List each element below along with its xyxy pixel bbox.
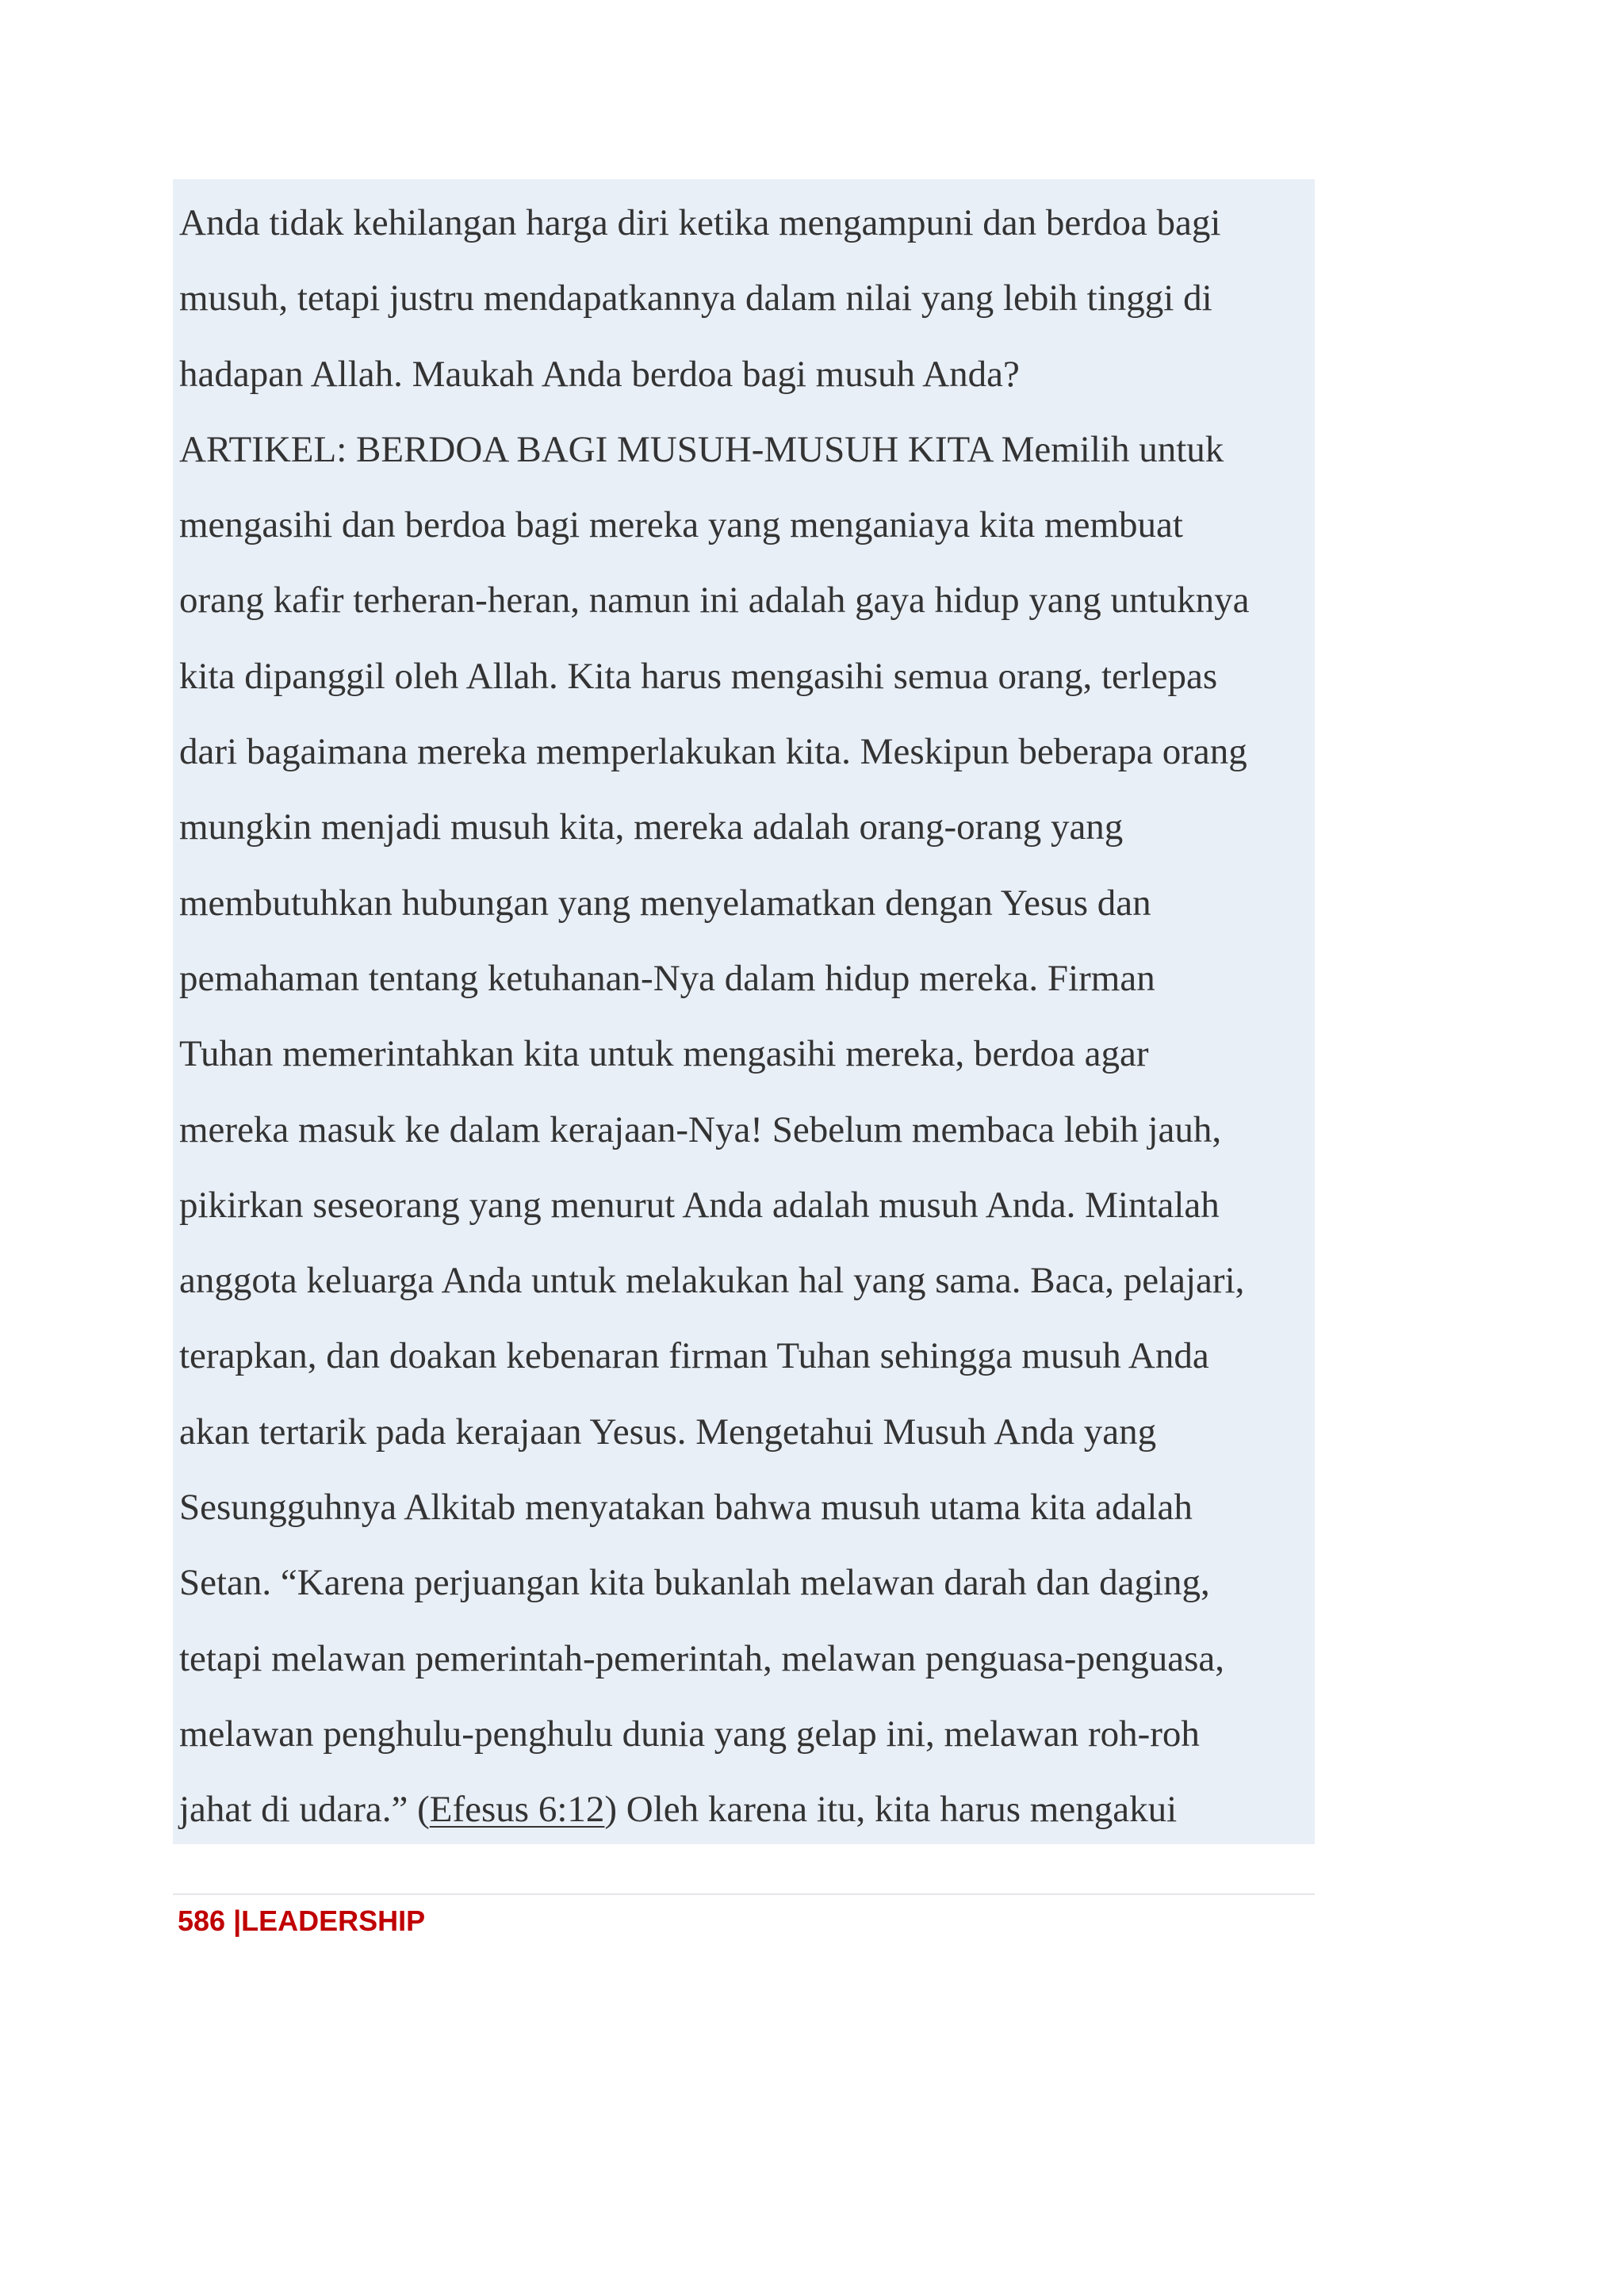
text-before-reference: jahat di udara.” (: [179, 1789, 430, 1831]
text-line: orang kafir terheran-heran, namun ini adalah gaya hidup yang untuknya: [179, 580, 1250, 622]
text-line: Sesungguhnya Alkitab menyatakan bahwa musuh utama kita adalah: [179, 1487, 1193, 1529]
scripture-reference-link[interactable]: Efesus 6:12: [429, 1789, 605, 1831]
text-line: mereka masuk ke dalam kerajaan-Nya! Sebelum membaca lebih jauh,: [179, 1108, 1222, 1150]
footer-divider: [173, 1893, 1315, 1895]
text-line: dari bagaimana mereka memperlakukan kita. Meskipun beberapa orang: [179, 731, 1247, 773]
text-line: hadapan Allah. Maukah Anda berdoa bagi musuh Anda?: [179, 353, 1020, 395]
text-line: tetapi melawan pemerintah-pemerintah, melawan penguasa-penguasa,: [179, 1637, 1225, 1679]
text-line: Setan. “Karena perjuangan kita bukanlah melawan darah dan daging,: [179, 1562, 1210, 1604]
text-line: pemahaman tentang ketuhanan-Nya dalam hidup mereka. Firman: [179, 957, 1155, 999]
text-line: akan tertarik pada kerajaan Yesus. Mengetahui Musuh Anda yang: [179, 1411, 1157, 1453]
text-line: melawan penghulu-penghulu dunia yang gelap ini, melawan roh-roh: [179, 1713, 1200, 1755]
text-line: mengasihi dan berdoa bagi mereka yang menganiaya kita membuat: [179, 504, 1183, 546]
text-line: musuh, tetapi justru mendapatkannya dalam nilai yang lebih tinggi di: [179, 278, 1212, 320]
article-text-block: [173, 179, 1315, 1844]
text-line: membutuhkan hubungan yang menyelamatkan dengan Yesus dan: [179, 882, 1151, 924]
text-line: Anda tidak kehilangan harga diri ketika mengampuni dan berdoa bagi: [179, 202, 1221, 243]
text-line: kita dipanggil oleh Allah. Kita harus mengasihi semua orang, terlepas: [179, 655, 1218, 697]
page-footer: 586 |LEADERSHIP: [178, 1904, 426, 1937]
text-line: ARTIKEL: BERDOA BAGI MUSUH-MUSUH KITA Memilih untuk: [179, 428, 1224, 470]
text-line: anggota keluarga Anda untuk melakukan hal yang sama. Baca, pelajari,: [179, 1260, 1245, 1302]
text-line: Tuhan memerintahkan kita untuk mengasihi mereka, berdoa agar: [179, 1033, 1149, 1075]
text-after-reference: ) Oleh karena itu, kita harus mengakui: [604, 1789, 1178, 1831]
text-line-last: [179, 1772, 1310, 1844]
text-line: mungkin menjadi musuh kita, mereka adalah orang-orang yang: [179, 806, 1124, 848]
text-line: terapkan, dan doakan kebenaran firman Tuhan sehingga musuh Anda: [179, 1335, 1209, 1377]
text-line: pikirkan seseorang yang menurut Anda adalah musuh Anda. Mintalah: [179, 1184, 1220, 1226]
